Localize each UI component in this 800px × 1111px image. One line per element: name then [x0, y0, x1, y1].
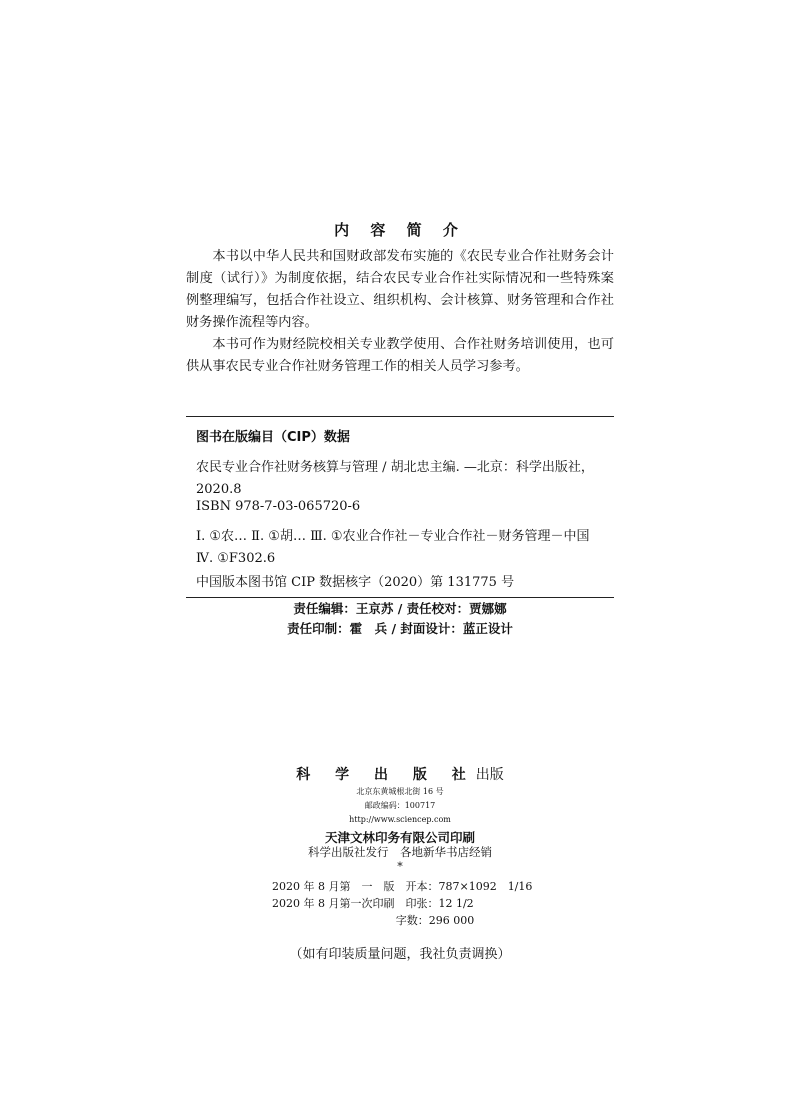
summary-paragraph: 本书以中华人民共和国财政部发布实施的《农民专业合作社财务会计制度（试行）》为制度依据，结合农民专业合作社实际情况和一些特殊案例整理编写，包括合作社设立、组织机构、会计核算、财务管理和合作社财务操作流程等内容。 — [186, 249, 614, 330]
edition-info: 2020 年 8 月第 一 版 开本：787×1092 1/16 — [272, 880, 533, 893]
content-summary — [186, 246, 614, 378]
printing-info: 2020 年 8 月第一次印刷 印张：12 1/2 — [272, 897, 474, 910]
publisher-address: 北京东黄城根北街 16 号 — [356, 787, 444, 796]
distribution: 科学出版社发行 各地新华书店经销 — [308, 845, 492, 859]
content-summary-title: 内 容 简 介 — [334, 221, 466, 239]
summary-paragraph: 本书可作为财经院校相关专业教学使用、合作社财务培训使用，也可供从事农民专业合作社财务管理工作的相关人员学习参考。 — [186, 337, 614, 374]
separator-star: * — [397, 860, 403, 873]
publisher-postcode: 邮政编码：100717 — [364, 801, 436, 810]
printer: 天津文林印务有限公司印刷 — [324, 830, 475, 845]
credits-editors: 责任编辑：王京苏 / 责任校对：贾娜娜 — [293, 601, 507, 616]
cip-isbn: ISBN 978-7-03-065720-6 — [196, 499, 361, 514]
cip-classification: Ⅰ. ①农… Ⅱ. ①胡… Ⅲ. ①农业合作社－专业合作社－财务管理－中国 Ⅳ. ①F302.6 — [196, 529, 590, 566]
publisher-name: 科 学 出 版 社 — [296, 767, 476, 783]
cip-top-rule — [186, 416, 614, 417]
cip-entry: 农民专业合作社财务核算与管理 / 胡北忠主编. —北京：科学出版社，2020.8 — [196, 460, 594, 497]
publisher-suffix: 出版 — [475, 767, 504, 783]
cip-bottom-rule — [186, 597, 614, 598]
publisher-website: http://www.sciencep.com — [349, 815, 451, 824]
word-count: 字数：296 000 — [395, 914, 475, 927]
cip-record-number: 中国版本图书馆 CIP 数据核字（2020）第 131775 号 — [196, 575, 515, 590]
publisher-line — [0, 764, 800, 784]
credits-production: 责任印制：霍 兵 / 封面设计：蓝正设计 — [287, 621, 513, 636]
cip-heading: 图书在版编目（CIP）数据 — [196, 430, 350, 445]
quality-notice: （如有印装质量问题，我社负责调换） — [289, 947, 511, 962]
